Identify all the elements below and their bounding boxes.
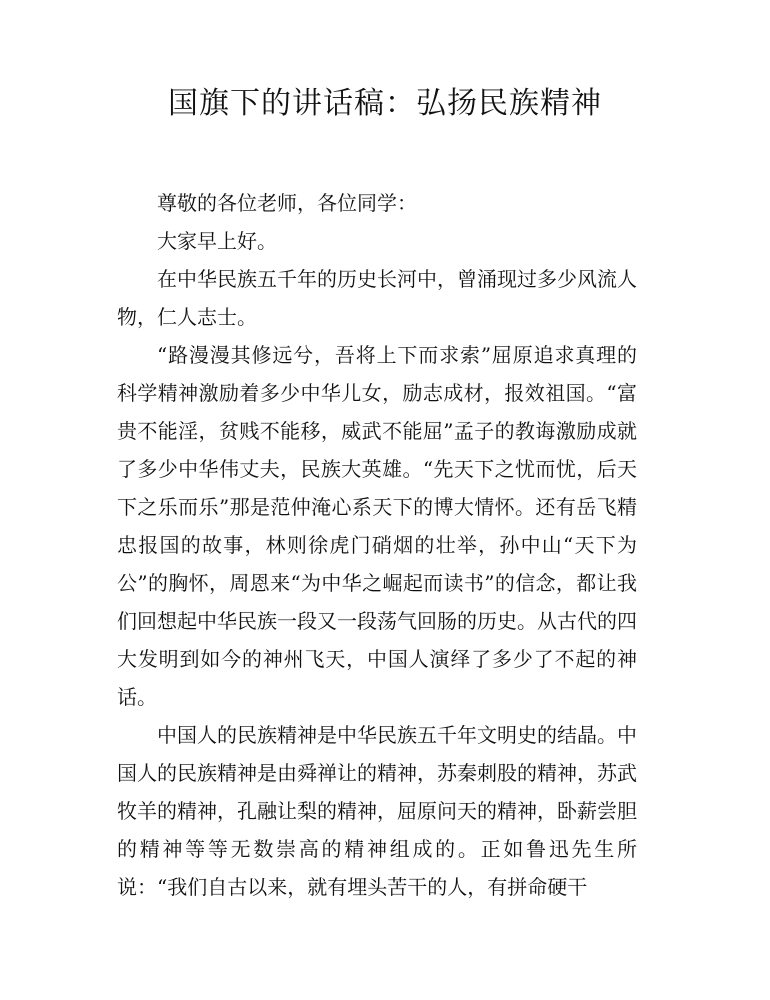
document-title: 国旗下的讲话稿：弘扬民族精神	[168, 86, 602, 121]
paragraph-greeting: 尊敬的各位老师，各位同学：	[157, 191, 417, 215]
paragraph-heroes: “路漫漫其修远兮，吾将上下而求索”屈原追求真理的科学精神激励着多少中华儿女，励志成材，报效祖国。“富贵不能淫，贫贱不能移，威武不能屈”孟子的教诲激励成就了多少中华伟丈夫，民族大英雄。“先天下之忧而忧，后天下之乐而乐”那是范仲淹心系天下的博大情怀。还有岳飞精忠报国的故事，林则徐虎门硝烟的壮举，孙中山“天下为公”的胸怀，周恩来“为中华之崛起而读书”的信念，都让我们回想起中华民族一段又一段荡气回肠的历史。从古代的四大发明到如今的神州飞天，中国人演绎了多少了不起的神话。	[117, 343, 637, 709]
paragraph-morning: 大家早上好。	[157, 229, 277, 253]
paragraph-history: 在中华民族五千年的历史长河中，曾涌现过多少风流人物，仁人志士。	[117, 267, 637, 329]
paragraph-national-spirit: 中国人的民族精神是中华民族五千年文明史的结晶。中国人的民族精神是由舜禅让的精神，苏秦刺股的精神，苏武牧羊的精神，孔融让梨的精神，屈原问天的精神，卧薪尝胆的精神等等无数崇高的精神组成的。正如鲁迅先生所说：“我们自古以来，就有埋头苦干的人，有拼命硬干	[117, 723, 637, 899]
document-body	[117, 184, 637, 906]
